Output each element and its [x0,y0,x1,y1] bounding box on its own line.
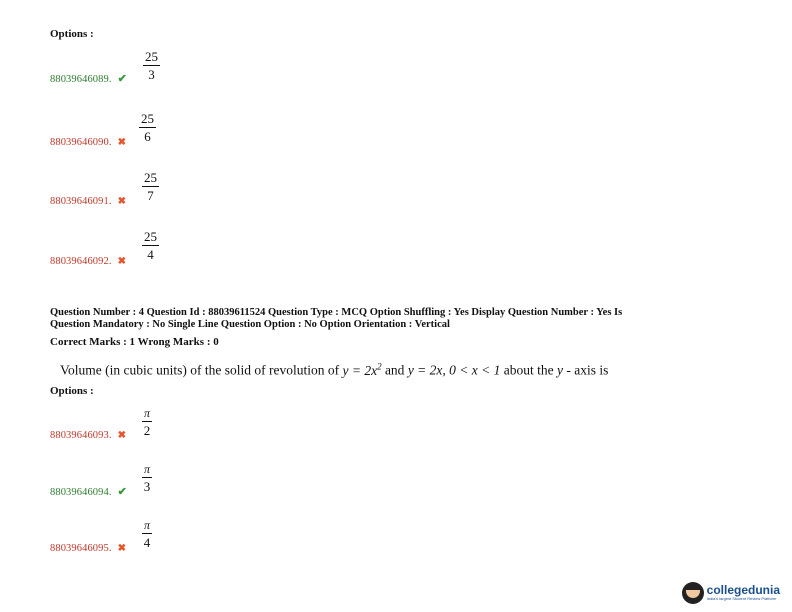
axis-variable: y [557,362,563,378]
graduate-avatar-icon [682,582,704,604]
equation-2: y = 2x, 0 < x < 1 [407,362,501,378]
logo-text [707,584,780,602]
question-text-part: about the [500,362,557,378]
option-fraction [142,518,152,550]
fraction-numerator: π [144,518,151,532]
option-row[interactable] [50,543,126,554]
option-row[interactable] [50,430,126,441]
check-icon: ✔ [117,73,127,85]
option-id: 88039646094. [50,487,112,498]
equation-1-base: y = 2x [342,362,378,378]
option-id: 88039646089. [50,74,112,85]
cross-icon: ✖ [117,255,126,267]
question-meta [50,307,740,331]
question-meta-line2: Question Mandatory : No Single Line Question Option : No Option Orientation : Vertical [50,319,450,330]
fraction-denominator: 7 [147,188,154,203]
fraction-denominator: 6 [144,129,151,144]
option-id: 88039646092. [50,256,112,267]
option-row[interactable] [50,137,126,148]
option-id: 88039646093. [50,430,112,441]
fraction-numerator: 25 [144,170,157,185]
equation-1-exponent: 2 [377,361,382,371]
fraction-numerator: π [144,406,151,420]
check-icon: ✔ [117,486,127,498]
equation-1 [342,363,381,378]
fraction-denominator: 2 [143,423,151,438]
fraction-denominator: 4 [143,535,151,550]
cross-icon: ✖ [117,136,126,148]
option-id: 88039646095. [50,543,112,554]
option-row[interactable] [50,256,126,267]
fraction-denominator: 3 [148,67,155,82]
question-text [60,361,608,379]
option-row[interactable] [50,487,127,498]
question-text-part: - axis is [563,362,609,378]
option-fraction [142,171,159,203]
logo-tagline: India's largest Student Review Platform [706,596,777,601]
options-label: Options : [50,28,94,40]
cross-icon: ✖ [117,195,126,207]
options-label: Options : [50,385,94,397]
option-fraction [142,462,152,494]
cross-icon: ✖ [117,429,126,441]
option-fraction [139,112,156,144]
option-fraction [143,50,160,82]
option-row[interactable] [50,74,127,85]
collegedunia-logo[interactable] [682,582,780,604]
question-meta-line1: Question Number : 4 Question Id : 88039611524 Question Type : MCQ Option Shuffling : Yes Display Question Number : Yes Is [50,307,623,318]
option-row[interactable] [50,196,126,207]
fraction-numerator: 25 [144,229,157,244]
fraction-denominator: 4 [147,247,154,262]
option-fraction [142,406,152,438]
option-fraction [142,230,159,262]
fraction-numerator: 25 [141,111,154,126]
marks-info: Correct Marks : 1 Wrong Marks : 0 [50,336,219,348]
fraction-denominator: 3 [143,479,151,494]
logo-name: collegedunia [706,583,780,597]
question-text-part: Volume (in cubic units) of the solid of revolution of [60,362,343,378]
fraction-numerator: 25 [145,49,158,64]
option-id: 88039646090. [50,137,112,148]
cross-icon: ✖ [117,542,126,554]
question-text-part: and [381,362,408,378]
fraction-numerator: π [144,462,151,476]
option-id: 88039646091. [50,196,112,207]
